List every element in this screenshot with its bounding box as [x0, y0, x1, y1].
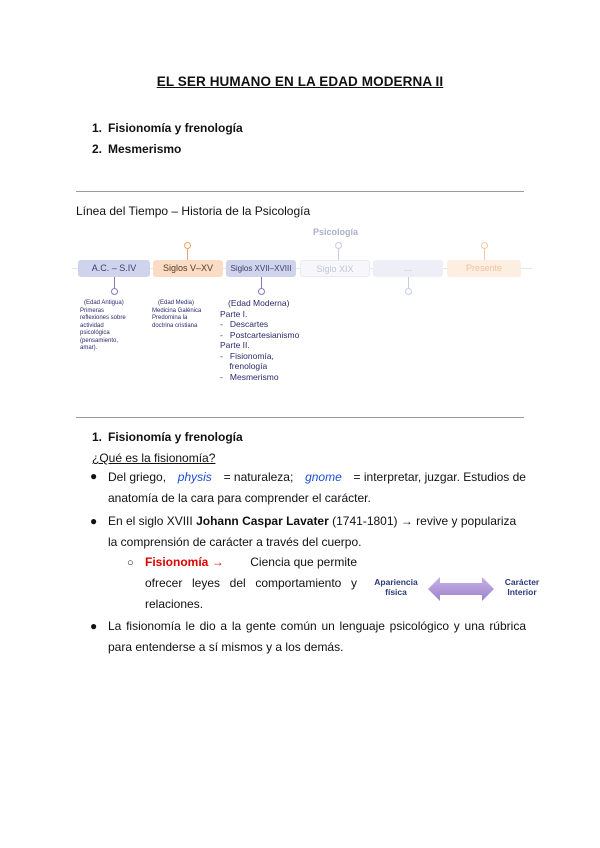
note-line: psicológica: [80, 330, 110, 336]
timeline-box-antigua: A.C. – S.IV: [78, 260, 150, 277]
timeline-box-ellipsis: …: [373, 260, 443, 277]
section-heading: [92, 430, 243, 444]
section-heading-label: Fisionomía y frenología: [108, 430, 243, 444]
note-line: doctrina cristiana: [152, 322, 198, 329]
bullet-text: En el siglo XVIII: [108, 514, 193, 528]
bullet-3: [108, 616, 526, 658]
timeline-box-xix: Siglo XIX: [300, 260, 370, 277]
note-line: - Postcartesianismo: [220, 329, 300, 340]
bullet-2: [108, 511, 526, 553]
bullet-text: anatomía de la cara para comprender el carácter.: [108, 491, 371, 505]
note-line: actividad: [80, 322, 104, 329]
timeline-title: Línea del Tiempo – Historia de la Psicología: [76, 204, 311, 218]
timeline-psicologia-label: Psicología: [313, 227, 359, 237]
sub-bullet: [145, 552, 357, 615]
timeline-box-media: Siglos V–XV: [153, 260, 223, 277]
timeline-pin: [484, 249, 485, 260]
bullet-text: (1741-1801) → revive y populariza: [332, 514, 517, 528]
diagram-text: Carácter: [504, 577, 540, 587]
diagram-right-label: [494, 577, 550, 597]
outline-num: 1.: [92, 121, 103, 135]
timeline-box-presente: Presente: [447, 260, 521, 277]
bullet-icon: ●: [90, 514, 98, 528]
divider-top: [76, 191, 524, 192]
note-line: Parte I.: [220, 308, 248, 319]
timeline-dot: [111, 288, 118, 295]
outline-label: Fisionomía y frenología: [108, 121, 243, 135]
note-line: Predomina la: [152, 315, 188, 321]
outline-label: Mesmerismo: [108, 142, 182, 156]
note-line: amar).: [80, 345, 98, 351]
outline-item-2: [92, 142, 181, 156]
divider-bottom: [76, 417, 524, 418]
diagram-text: Apariencia: [374, 577, 418, 587]
term-fisionomia: Fisionomía: [145, 555, 209, 569]
timeline-dot: [184, 242, 191, 249]
page-title: EL SER HUMANO EN LA EDAD MODERNA II: [156, 74, 444, 89]
bullet-icon: ●: [90, 469, 98, 483]
note-line: Parte II.: [220, 340, 250, 350]
note-line: Medicina Galénica: [152, 307, 202, 314]
diagram-left-label: [366, 577, 426, 597]
note-line: (Edad Moderna): [228, 298, 290, 308]
term-physis: physis: [177, 470, 212, 484]
timeline-dot: [335, 242, 342, 249]
timeline-box-moderna: Siglos XVII–XVIII: [226, 260, 296, 277]
note-line: - Descartes: [220, 319, 269, 329]
timeline-pin: [408, 277, 409, 288]
bullet-text: la comprensión de carácter a través del cuerpo.: [108, 535, 362, 549]
timeline-pin: [187, 249, 188, 260]
note-edad-media: [152, 300, 201, 330]
sub-text: Ciencia que permite: [250, 555, 357, 569]
outline-item-1: [92, 121, 243, 135]
diagram-text: física: [385, 587, 407, 597]
double-arrow-icon: [428, 575, 494, 603]
note-line: (Edad Media): [158, 300, 195, 306]
bullet-text: = naturaleza;: [223, 470, 294, 484]
timeline-pin: [114, 277, 115, 288]
note-edad-antigua: [80, 300, 126, 353]
section-question: ¿Qué es la fisionomía?: [92, 451, 216, 465]
outline-num: 2.: [92, 142, 103, 156]
timeline-pin: [261, 277, 262, 288]
bullet-1: [108, 467, 526, 509]
timeline-dot: [481, 242, 488, 249]
note-line: (pensamiento,: [80, 337, 119, 344]
timeline-pin: [338, 249, 339, 260]
section-num: 1.: [92, 430, 103, 444]
note-line: - Mesmerismo: [220, 371, 279, 382]
timeline-dot: [258, 288, 265, 295]
diagram-text: Interior: [507, 587, 537, 597]
sub-text: ofrecer leyes del comportamiento y: [145, 576, 357, 590]
note-line: - Fisionomía,: [220, 350, 274, 361]
note-line: (Edad Antigua): [84, 300, 124, 306]
sub-bullet-icon: ○: [127, 557, 134, 569]
note-edad-moderna: [220, 298, 299, 382]
bullet-text: Del griego,: [108, 470, 167, 484]
note-line: Primeras: [80, 307, 105, 314]
bullet-text: para entenderse a sí mismos y a los demás.: [108, 640, 344, 654]
bullet-icon: ●: [90, 619, 98, 633]
arrow-icon: →: [211, 555, 224, 569]
note-line: frenología: [220, 361, 268, 371]
note-line: reflexiones sobre: [80, 315, 126, 321]
bullet-text: = interpretar, juzgar. Estudios de: [353, 470, 526, 484]
sub-text: relaciones.: [145, 597, 204, 611]
person-name: Johann Caspar Lavater: [196, 514, 329, 528]
bullet-text: La fisionomía le dio a la gente común un lenguaje psicológico y una rúbrica: [108, 619, 526, 633]
term-gnome: gnome: [305, 470, 342, 484]
timeline-dot: [405, 288, 412, 295]
